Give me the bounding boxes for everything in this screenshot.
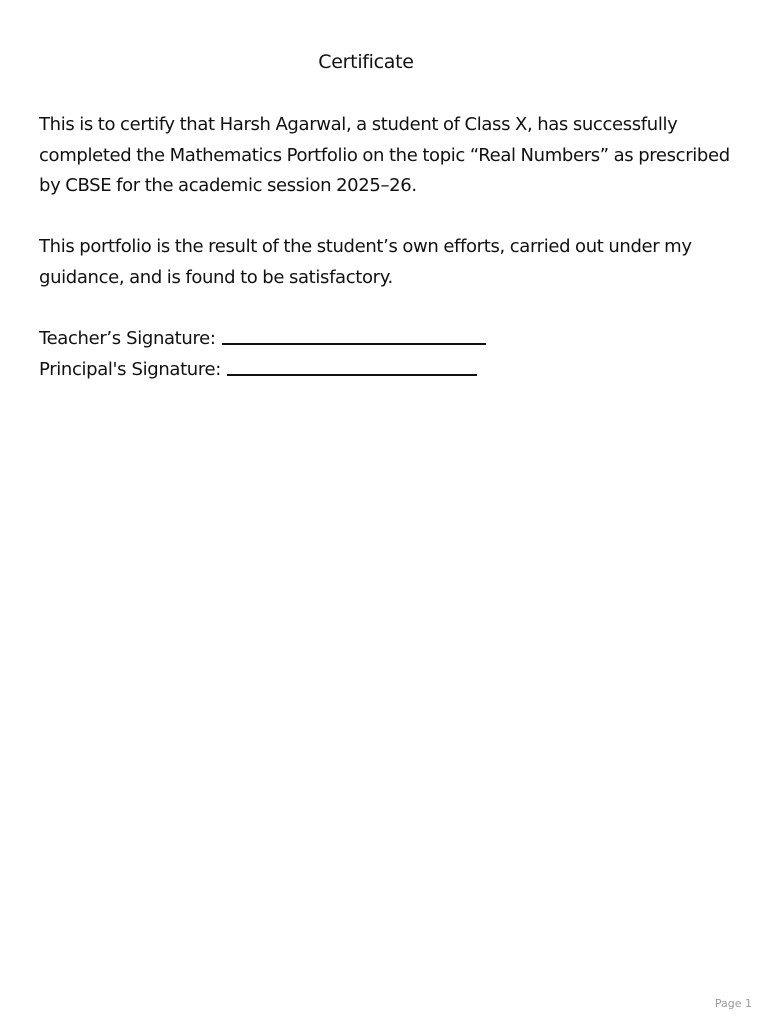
teacher-signature-row xyxy=(39,324,486,355)
page-title: Certificate xyxy=(318,51,414,73)
page-number: Page 1 xyxy=(714,997,752,1010)
teacher-signature-line xyxy=(222,343,486,345)
declaration-paragraph: This portfolio is the result of the student’s own efforts, carried out under my guidance, and is found to be satisfactory. xyxy=(39,236,692,288)
principal-signature-line xyxy=(227,374,477,376)
principal-signature-label: Principal's Signature: xyxy=(39,359,221,380)
certification-paragraph: This is to certify that Harsh Agarwal, a student of Class X, has successfully completed the Mathematics Portfolio on the topic “Real Numbers” as prescribed by CBSE for the academic session 2025–26. xyxy=(39,114,730,196)
principal-signature-row xyxy=(39,355,477,386)
teacher-signature-label: Teacher’s Signature: xyxy=(39,328,216,349)
